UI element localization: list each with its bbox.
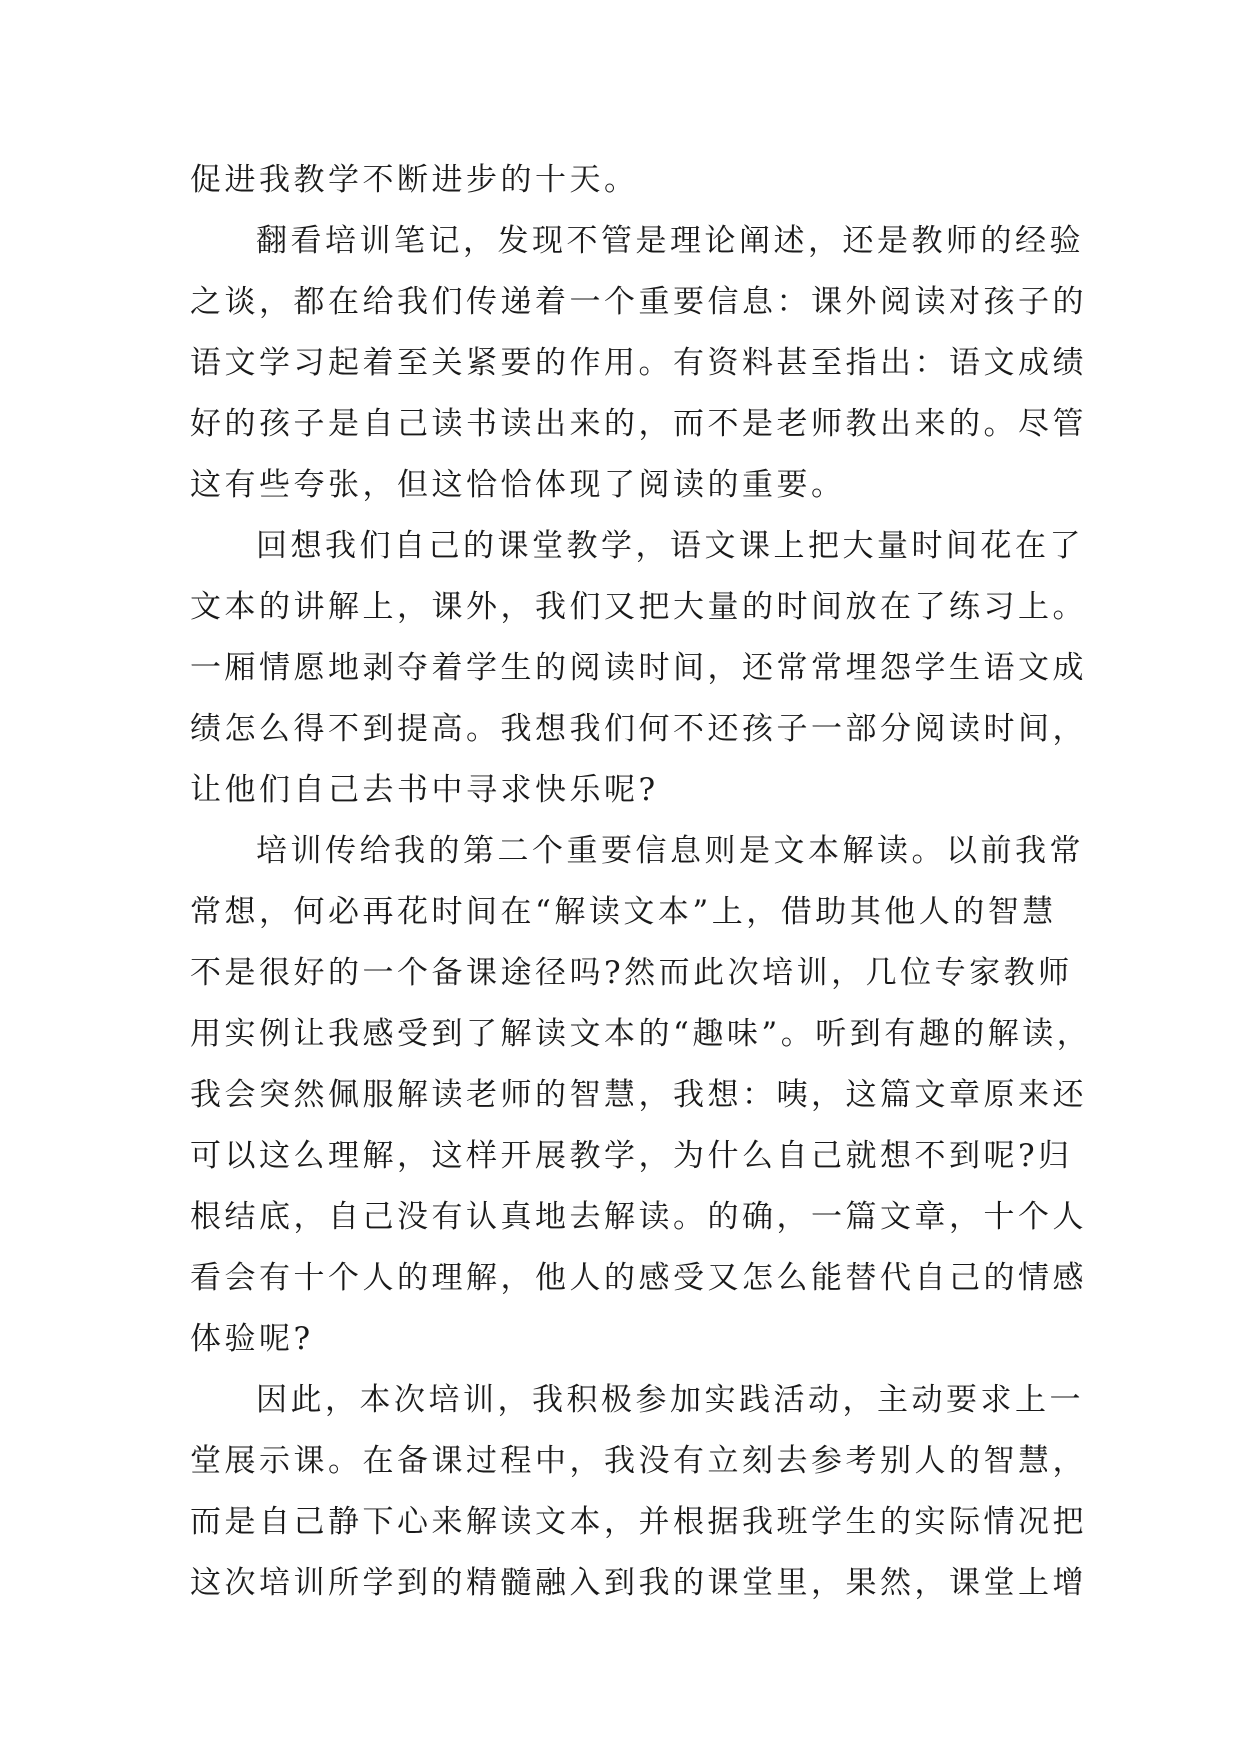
text-line: 因此，本次培训，我积极参加实践活动，主动要求上一 <box>256 1382 1084 1418</box>
text-line: 用实例让我感受到了解读文本的“趣味”。听到有趣的解读， <box>190 1016 1092 1052</box>
text-line: 看会有十个人的理解，他人的感受又怎么能替代自己的情感 <box>190 1260 1087 1296</box>
text-line: 培训传给我的第二个重要信息则是文本解读。以前我常 <box>256 833 1084 869</box>
text-line: 不是很好的一个备课途径吗?然而此次培训，几位专家教师 <box>190 955 1073 991</box>
text-line: 之谈，都在给我们传递着一个重要信息：课外阅读对孩子的 <box>190 284 1087 320</box>
text-line: 而是自己静下心来解读文本，并根据我班学生的实际情况把 <box>190 1504 1087 1540</box>
text-line: 体验呢? <box>190 1321 314 1357</box>
text-line: 绩怎么得不到提高。我想我们何不还孩子一部分阅读时间， <box>190 711 1087 747</box>
text-line: 这次培训所学到的精髓融入到我的课堂里，果然，课堂上增 <box>190 1565 1087 1601</box>
text-line: 我会突然佩服解读老师的智慧，我想：咦，这篇文章原来还 <box>190 1077 1087 1113</box>
text-line: 堂展示课。在备课过程中，我没有立刻去参考别人的智慧， <box>190 1443 1087 1479</box>
text-line: 促进我教学不断进步的十天。 <box>190 162 639 198</box>
text-line: 可以这么理解，这样开展教学，为什么自己就想不到呢?归 <box>190 1138 1073 1174</box>
text-line: 翻看培训笔记，发现不管是理论阐述，还是教师的经验 <box>256 223 1084 259</box>
text-line: 一厢情愿地剥夺着学生的阅读时间，还常常埋怨学生语文成 <box>190 650 1087 686</box>
text-line: 好的孩子是自己读书读出来的，而不是老师教出来的。尽管 <box>190 406 1087 442</box>
text-line: 文本的讲解上，课外，我们又把大量的时间放在了练习上。 <box>190 589 1087 625</box>
document-body <box>190 150 1092 1614</box>
text-line: 根结底，自己没有认真地去解读。的确，一篇文章，十个人 <box>190 1199 1087 1235</box>
text-line: 回想我们自己的课堂教学，语文课上把大量时间花在了 <box>256 528 1084 564</box>
text-line: 这有些夸张，但这恰恰体现了阅读的重要。 <box>190 467 846 503</box>
text-line: 让他们自己去书中寻求快乐呢? <box>190 772 659 808</box>
text-line: 语文学习起着至关紧要的作用。有资料甚至指出：语文成绩 <box>190 345 1087 381</box>
text-line: 常想，何必再花时间在“解读文本”上，借助其他人的智慧 <box>190 894 1057 930</box>
